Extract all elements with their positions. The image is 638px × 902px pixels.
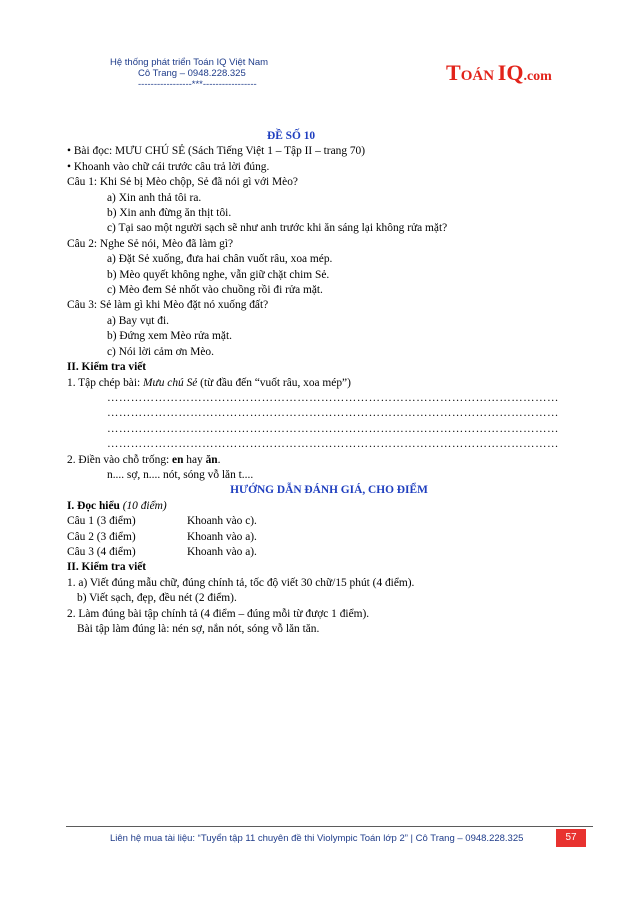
- task-prefix: 1. Tập chép bài:: [67, 376, 144, 389]
- option: c) Tại sao một người sạch sẽ như anh trước khi ăn sáng lại không rửa mặt?: [107, 222, 448, 235]
- answer-value: Khoanh vào c).: [187, 515, 257, 528]
- header-line1: Hệ thống phát triển Toán IQ Việt Nam: [110, 57, 269, 68]
- page-number: 57: [556, 829, 586, 847]
- logo: [446, 60, 552, 86]
- logo-com: .com: [523, 69, 552, 84]
- task-title: Mưu chú Sẻ: [143, 376, 198, 389]
- document-body: [67, 129, 591, 637]
- intro-line: • Bài đọc: MƯU CHÚ SẺ (Sách Tiếng Việt 1 – Tập II – trang 70): [67, 145, 366, 158]
- heading-points: (10 điểm): [119, 499, 167, 512]
- writing-task-1: [67, 376, 591, 391]
- dotted-line: ……………………………………………………………………………………………………: [107, 391, 559, 404]
- question: Câu 1: Khi Sẻ bị Mèo chộp, Sẻ đã nói gì với Mèo?: [67, 176, 298, 189]
- choice-an: ăn: [205, 453, 218, 466]
- option: a) Đặt Sẻ xuống, đưa hai chân vuốt râu, xoa mép.: [107, 253, 333, 266]
- answer-value: Khoanh vào a).: [187, 530, 257, 543]
- intro-line: • Khoanh vào chữ cái trước câu trả lời đúng.: [67, 160, 270, 173]
- logo-t: T: [446, 60, 461, 85]
- answer-line: Bài tập làm đúng là: nén sợ, nắn nót, sóng vỗ lăn tăn.: [77, 623, 320, 635]
- answer-heading-2: II. Kiểm tra viết: [67, 561, 147, 574]
- answer-heading-1: [67, 499, 591, 514]
- fill-blank-line: n.... sợ, n.... nót, sóng vỗ lăn t....: [107, 468, 254, 481]
- footer-text: Liên hệ mua tài liệu: “Tuyển tập 11 chuyên đề thi Violympic Toán lớp 2” | Cô Trang – 0948.228.325: [110, 833, 524, 844]
- choice-en: en: [172, 453, 184, 466]
- writing-task-2: [67, 453, 591, 468]
- option: b) Mèo quyết không nghe, vẫn giữ chặt chim Sẻ.: [107, 268, 330, 281]
- logo-iq: IQ: [497, 60, 524, 85]
- option: c) Mèo đem Sẻ nhốt vào chuồng rồi đi rửa mặt.: [107, 284, 323, 297]
- option: a) Bay vụt đi.: [107, 314, 170, 327]
- question: Câu 2: Nghe Sẻ nói, Mèo đã làm gì?: [67, 237, 234, 250]
- answer-row: [67, 545, 591, 560]
- section-heading: II. Kiểm tra viết: [67, 361, 147, 374]
- dotted-line: ……………………………………………………………………………………………………: [107, 407, 559, 420]
- answer-key: Câu 3 (4 điểm): [67, 545, 136, 558]
- title: ĐỀ SỐ 10: [267, 130, 316, 142]
- answer-title: HƯỚNG DẪN ĐÁNH GIÁ, CHO ĐIỂM: [230, 484, 428, 497]
- task-prefix: 2. Điền vào chỗ trống:: [67, 453, 173, 466]
- dotted-line: ……………………………………………………………………………………………………: [107, 438, 559, 451]
- answer-line: b) Viết sạch, đẹp, đều nét (2 điểm).: [77, 592, 237, 605]
- header-line3: -----------------***-----------------: [138, 79, 257, 90]
- answer-line: 2. Làm đúng bài tập chính tả (4 điểm – đúng mỗi từ được 1 điểm).: [67, 607, 370, 620]
- answer-key: Câu 2 (3 điểm): [67, 530, 136, 543]
- header-line2: Cô Trang – 0948.228.325: [138, 68, 246, 79]
- task-mid: hay: [183, 453, 206, 466]
- answer-key: Câu 1 (3 điểm): [67, 515, 136, 528]
- option: b) Đứng xem Mèo rửa mặt.: [107, 330, 232, 343]
- option: c) Nói lời cảm ơn Mèo.: [107, 345, 214, 358]
- answer-row: [67, 514, 591, 529]
- task-end: .: [217, 453, 221, 466]
- header: [110, 57, 268, 90]
- answer-line: 1. a) Viết đúng mẫu chữ, đúng chính tả, tốc độ viết 30 chữ/15 phút (4 điểm).: [67, 576, 415, 589]
- dotted-line: ……………………………………………………………………………………………………: [107, 422, 559, 435]
- question: Câu 3: Sẻ làm gì khi Mèo đặt nó xuống đất?: [67, 299, 269, 312]
- footer-divider: [66, 826, 593, 827]
- answer-row: [67, 530, 591, 545]
- heading-text: I. Đọc hiểu: [67, 499, 120, 512]
- task-suffix: (từ đầu đến “vuốt râu, xoa mép”): [197, 376, 351, 389]
- logo-oan: OÁN: [460, 68, 498, 84]
- answer-value: Khoanh vào a).: [187, 545, 257, 558]
- option: b) Xin anh đừng ăn thịt tôi.: [107, 207, 232, 220]
- option: a) Xin anh thả tôi ra.: [107, 191, 202, 204]
